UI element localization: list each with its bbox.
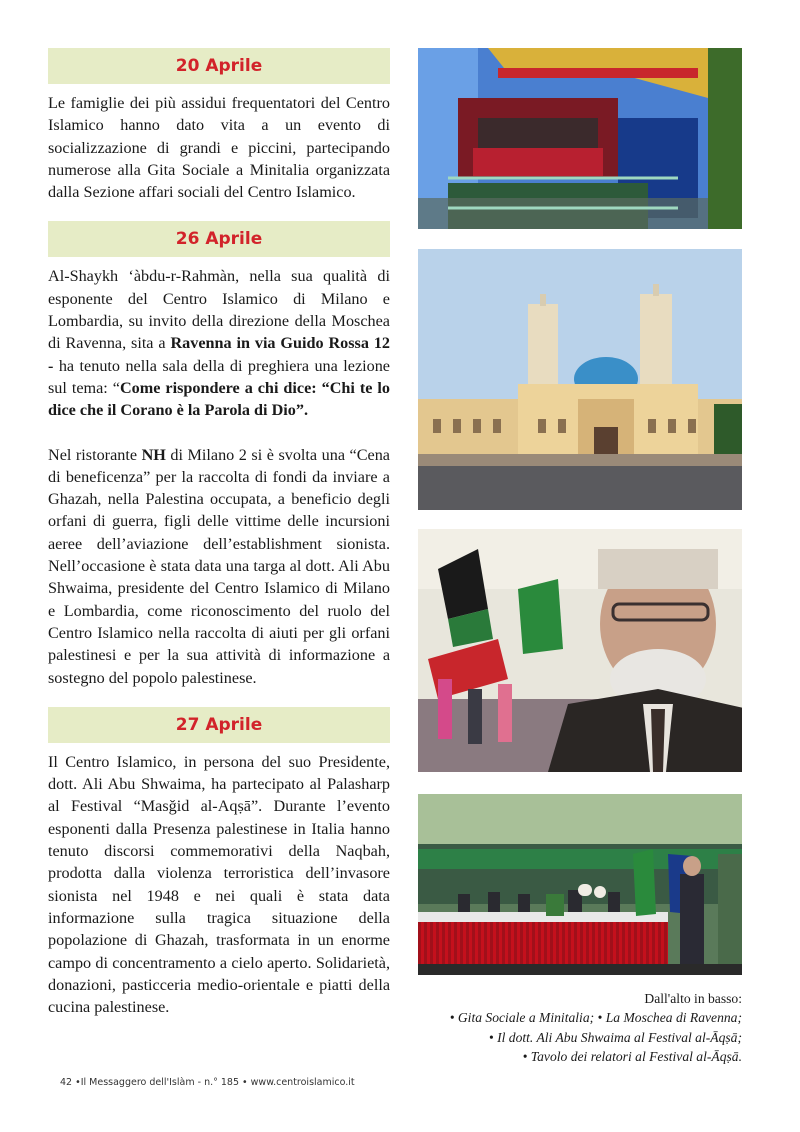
paragraph: Le famiglie dei più assidui frequentatori del Centro Islamico hanno dato vita a un evento di socializzazione di grandi e piccini, partecipando numerose alla Gita Sociale a Minitalia organizzata dalla Sezione affari sociali del Centro Islamico.: [48, 94, 390, 202]
photo-caption: [402, 989, 742, 1067]
paragraph: Nel ristorante NH di Milano 2 si è svolta una “Cena di beneficenza” per la raccolta di fondi da inviare a Ghazah, nella Palestina occupata, a beneficio degli orfani di guerra, figli delle vittime delle incursioni aeree dell’aviazione dell’establishment sionista. Nell’occasione è stata data una targa al dott. Ali Abu Shwaima, presidente del Centro Islamico di Milano e Lombardia, come riconoscimento del ruolo del Centro Islamico nella raccolta di aiuti per gli orfani palestinesi e per la sua attività di informazione a sostegno del popolo palestinese.: [48, 445, 390, 687]
date-heading: 26 Aprile: [48, 221, 390, 257]
caption-line: • Gita Sociale a Minitalia; • La Moschea di Ravenna;: [449, 1010, 742, 1026]
photo-gita-sociale: [418, 48, 742, 229]
date-heading: 20 Aprile: [48, 48, 390, 84]
section-27-aprile: [48, 707, 390, 1019]
caption-title: Dall'alto in basso:: [644, 991, 742, 1006]
photo-tavolo-relatori: [418, 794, 742, 975]
photo-dott-shwaima: [418, 529, 742, 772]
paragraph: Il Centro Islamico, in persona del suo Presidente, dott. Ali Abu Shwaima, ha partecipato al Palasharp al Festival “Masǧid al-Aqṣā”. Durante l’evento esponenti dalla Presenza palestinese in Italia hanno tenuto discorsi commemorativi della Naqbah, prodotta dalla violenza terroristica dell’invasore sionista nel 1948 e nei quali è stata data informazione sulla tragica situazione della popolazione di Ghazah, trasformata in un enorme campo di concentramento a cielo aperto. Solidarietà, donazioni, pasticceria medio-orientale e piatti della cucina palestinese.: [48, 752, 390, 1017]
paragraph: Al-Shaykh ‘àbdu-r-Rahmàn, nella sua qualità di esponente del Centro Islamico di Milano e Lombardia, su invito della direzione della Moschea di Ravenna, sita a Ravenna in via Guido Rossa 12 - ha tenuto nella sala della di preghiera una lezione sul tema: “Come rispondere a chi dice: “Chi te lo dice che il Corano è la Parola di Dio”.: [48, 267, 391, 420]
article-column: [48, 48, 390, 1036]
section-26-aprile: [48, 221, 390, 688]
page-footer: 42 •Il Messaggero dell'Islàm - n.° 185 • www.centroislamico.it: [60, 1077, 355, 1088]
date-heading: 27 Aprile: [48, 707, 390, 743]
caption-line: • Tavolo dei relatori al Festival al-Āqṣā.: [522, 1049, 742, 1065]
photo-moschea-ravenna: [418, 249, 742, 510]
section-20-aprile: [48, 48, 390, 203]
caption-line: • Il dott. Ali Abu Shwaima al Festival al-Āqṣā;: [488, 1029, 742, 1045]
